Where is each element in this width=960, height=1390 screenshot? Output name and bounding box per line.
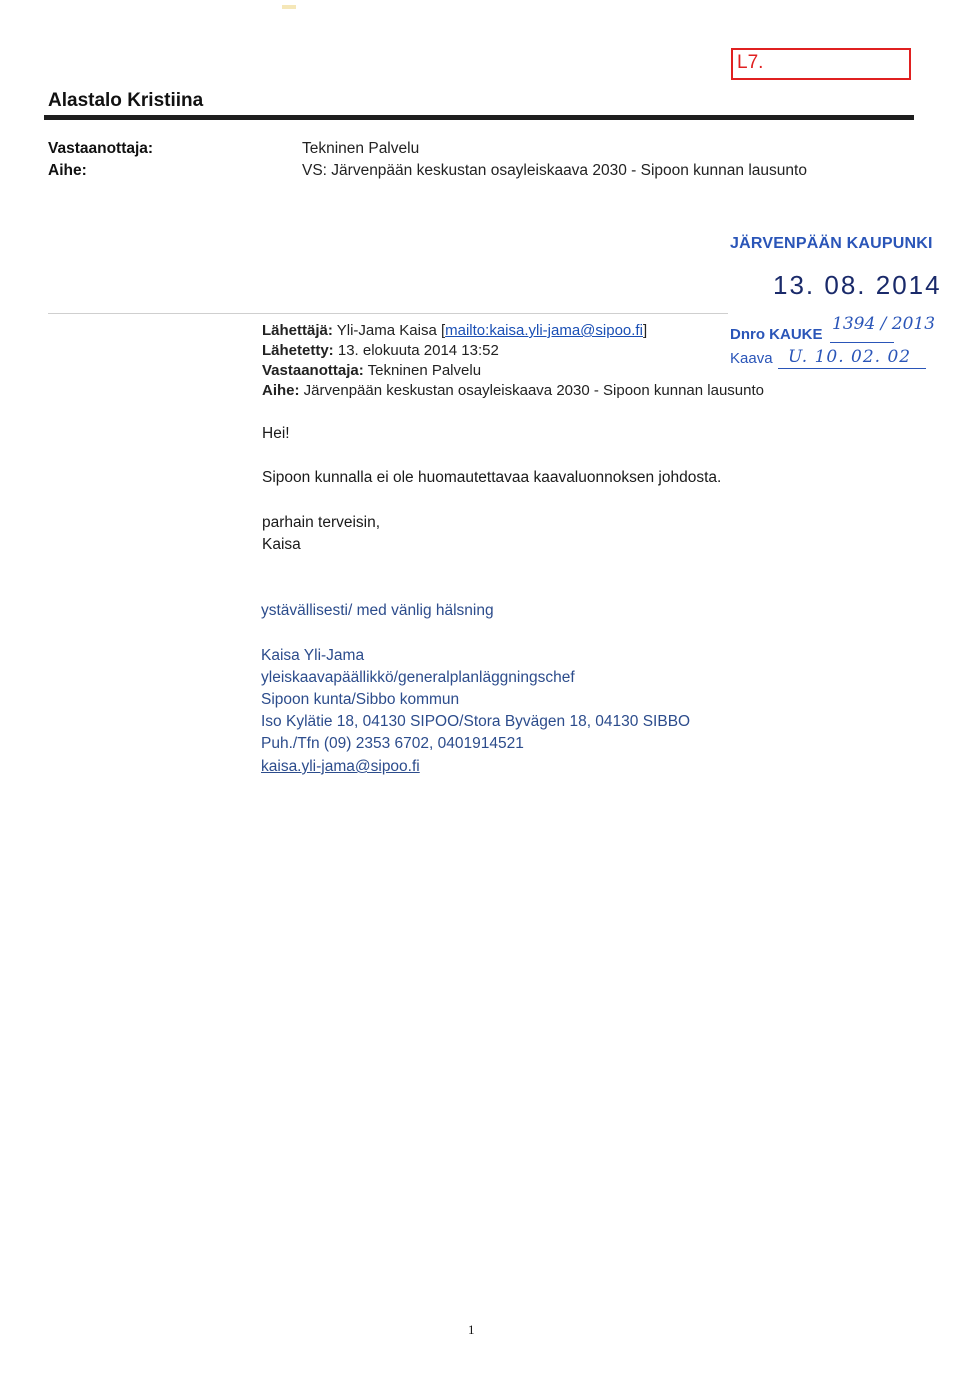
to-label: Vastaanottaja:	[48, 140, 154, 157]
signature-org: Sipoon kunta/Sibbo kommun	[261, 691, 460, 708]
stamp-kaava-value: U. 10. 02. 02	[788, 347, 912, 367]
message-text: Sipoon kunnalla ei ole huomautettavaa kaavaluonnoksen johdosta.	[262, 469, 722, 486]
stamp-date: 13. 08. 2014	[773, 270, 942, 300]
original-subject	[262, 382, 764, 399]
signature-phone: Puh./Tfn (09) 2353 6702, 0401914521	[261, 735, 524, 752]
stamp-city: JÄRVENPÄÄN KAUPUNKI	[730, 235, 933, 252]
original-subject-label: Aihe:	[262, 382, 300, 399]
stamp-dnro-underline	[830, 342, 894, 343]
original-to-label: Vastaanottaja:	[262, 362, 364, 379]
signature-email-link[interactable]: kaisa.yli-jama@sipoo.fi	[261, 758, 420, 775]
greeting: Hei!	[262, 425, 290, 442]
reference-label: L7.	[737, 52, 764, 73]
original-from-link[interactable]: mailto:kaisa.yli-jama@sipoo.fi	[445, 322, 643, 339]
original-from-value: Yli-Jama Kaisa [	[336, 322, 446, 339]
page-number: 1	[468, 1322, 475, 1337]
scan-speck	[282, 5, 296, 9]
quote-divider	[48, 313, 728, 314]
signature-address: Iso Kylätie 18, 04130 SIPOO/Stora Byvägen 18, 04130 SIBBO	[261, 713, 691, 730]
sender-name: Alastalo Kristiina	[48, 90, 204, 111]
original-to	[262, 362, 481, 379]
original-sent	[262, 342, 499, 359]
signature-regards: ystävällisesti/ med vänlig hälsning	[261, 602, 494, 619]
subject-label: Aihe:	[48, 162, 87, 179]
original-subject-value: Järvenpään keskustan osayleiskaava 2030 - Sipoon kunnan lausunto	[303, 382, 764, 399]
original-from-close: ]	[642, 322, 648, 339]
original-sent-label: Lähetetty:	[262, 342, 334, 359]
stamp-dnro-label: Dnro KAUKE	[730, 326, 823, 343]
original-to-value: Tekninen Palvelu	[367, 362, 482, 379]
original-from-label: Lähettäjä:	[262, 322, 333, 339]
signature-title: yleiskaavapäällikkö/generalplanläggningschef	[261, 669, 575, 686]
signature-name: Kaisa Yli-Jama	[261, 647, 365, 664]
reference-box	[731, 48, 911, 80]
stamp-kaava-underline	[778, 368, 926, 369]
stamp-dnro-value: 1394 / 2013	[832, 314, 936, 334]
stamp-kaava-label: Kaava	[730, 350, 773, 367]
original-sent-value: 13. elokuuta 2014 13:52	[337, 342, 499, 359]
title-divider	[44, 115, 914, 120]
original-from	[262, 322, 647, 339]
to-value: Tekninen Palvelu	[302, 140, 420, 157]
closing: parhain terveisin,	[262, 514, 381, 531]
subject-value: VS: Järvenpään keskustan osayleiskaava 2030 - Sipoon kunnan lausunto	[302, 162, 807, 179]
closing-name: Kaisa	[262, 536, 301, 553]
